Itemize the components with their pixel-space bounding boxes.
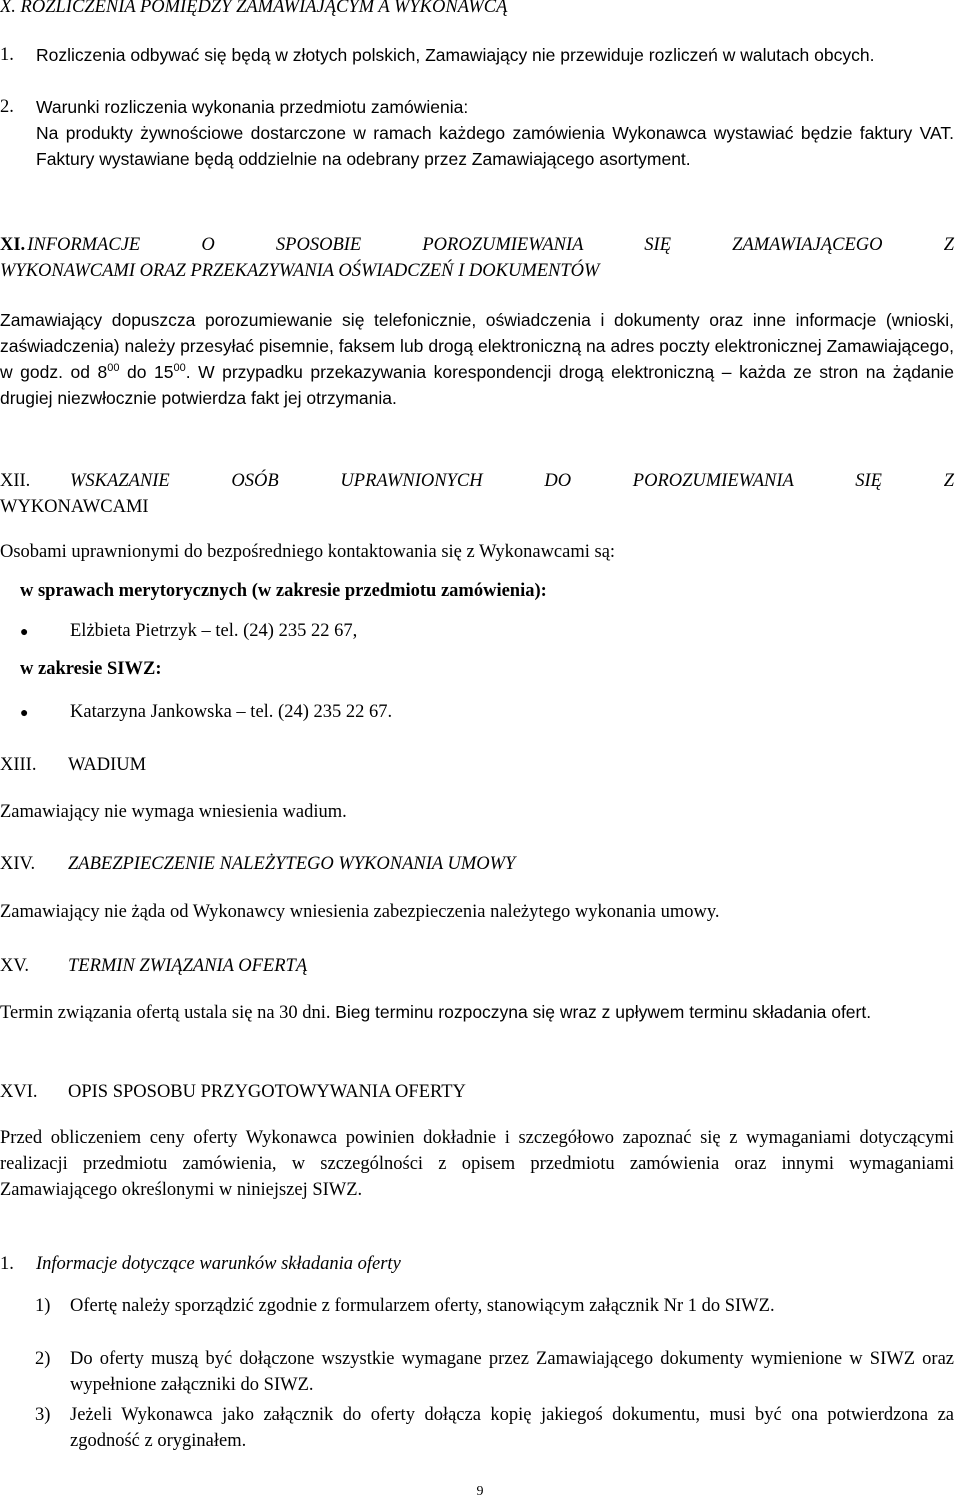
section-11-heading: XI. INFORMACJE O SPOSOBIE POROZUMIEWANIA SIĘ ZAMAWIAJĄCEGO Z WYKONAWCAMI ORAZ PRZEKAZYWANIA OŚWIADCZEŃ I DOKUMENTÓW	[0, 235, 954, 281]
bullet-icon: ●	[20, 625, 29, 640]
section-13-body: Zamawiający nie wymaga wniesienia wadium.	[0, 802, 347, 822]
section-12-person-1: ● Elżbieta Pietrzyk – tel. (24) 235 22 67,	[0, 618, 357, 646]
section-12-heading: XII. WSKAZANIE OSÓB UPRAWNIONYCH DO POROZUMIEWANIA SIĘ Z WYKONAWCAMI	[0, 471, 954, 517]
section-12-person-2: ● Katarzyna Jankowska – tel. (24) 235 22 67.	[0, 699, 392, 727]
section-15-heading: XV. TERMIN ZWIĄZANIA OFERTĄ	[0, 956, 308, 976]
page-number: 9	[476, 1484, 484, 1499]
section-11-body: Zamawiający dopuszcza porozumiewanie się telefonicznie, oświadczenia i dokumenty oraz inne informacje (wnioski, zaświadczenia) należy przesyłać pisemnie, faksem lub drogą elektroniczną na adres poczty elektronicznej Zamawiającego, w godz. od $8^{00}$ do $15^{00}$. W przypadku przekazywania korespondencji drogą elektroniczną – każda ze stron na żądanie drugiej niezwłocznie potwierdza fakt jej otrzymania.	[0, 310, 955, 408]
section-14-heading: XIV. ZABEZPIECZENIE NALEŻYTEGO WYKONANIA UMOWY	[0, 854, 516, 874]
section-16-body: Przed obliczeniem ceny oferty Wykonawca powinien dokładnie i szczegółowo zapoznać się z wymaganiami dotyczącymi realizacji przedmiotu zamówienia, w szczególności z opisem przedmiotu zamówienia oraz innymi wymaganiami Zamawiającego określonymi w niniejszej SIWZ.	[0, 1128, 954, 1200]
section-10-heading: X. ROZLICZENIA POMIĘDZY ZAMAWIAJĄCYM A WYKONAWCĄ	[0, 0, 508, 17]
section-10-item-2: 2. Warunki rozliczenia wykonania przedmiotu zamówienia: Na produkty żywnościowe dostarczone w ramach każdego zamówienia Wykonawca wystawiać będzie faktury VAT. Faktury wystawiane będą oddzielnie na odebrany przez Zamawiającego asortyment.	[0, 97, 954, 169]
section-12-sub-siwz: w zakresie SIWZ:	[20, 659, 162, 679]
section-12-sub-merytoryczne: w sprawach merytorycznych (w zakresie przedmiotu zamówienia):	[20, 581, 547, 601]
section-15-body: Termin związania ofertą ustala się na 30 dni. Bieg terminu rozpoczyna się wraz z upływem terminu składania ofert.	[0, 1002, 872, 1023]
section-13-heading: XIII. WADIUM	[0, 755, 147, 775]
section-16-heading: XVI. OPIS SPOSOBU PRZYGOTOWYWANIA OFERTY	[0, 1082, 466, 1102]
section-14-body: Zamawiający nie żąda od Wykonawcy wniesienia zabezpieczenia należytego wykonania umowy.	[0, 902, 720, 922]
section-12-intro: Osobami uprawnionymi do bezpośredniego kontaktowania się z Wykonawcami są:	[0, 542, 616, 562]
section-16-item-3: 3) Jeżeli Wykonawca jako załącznik do oferty dołącza kopię jakiegoś dokumentu, musi być ona potwierdzona za zgodność z oryginałem.	[35, 1405, 954, 1451]
section-16-subheading: 1. Informacje dotyczące warunków składania oferty	[0, 1254, 401, 1274]
section-10-item-1: 1. Rozliczenia odbywać się będą w złotych polskich, Zamawiający nie przewiduje rozliczeń w walutach obcych.	[0, 45, 875, 65]
section-16-item-2: 2) Do oferty muszą być dołączone wszystkie wymagane przez Zamawiającego dokumenty wymienione w SIWZ oraz wypełnione załączniki do SIWZ.	[35, 1349, 954, 1395]
bullet-icon: ●	[20, 706, 29, 721]
section-16-item-1: 1) Ofertę należy sporządzić zgodnie z formularzem oferty, stanowiącym załącznik Nr 1 do SIWZ.	[35, 1296, 775, 1316]
